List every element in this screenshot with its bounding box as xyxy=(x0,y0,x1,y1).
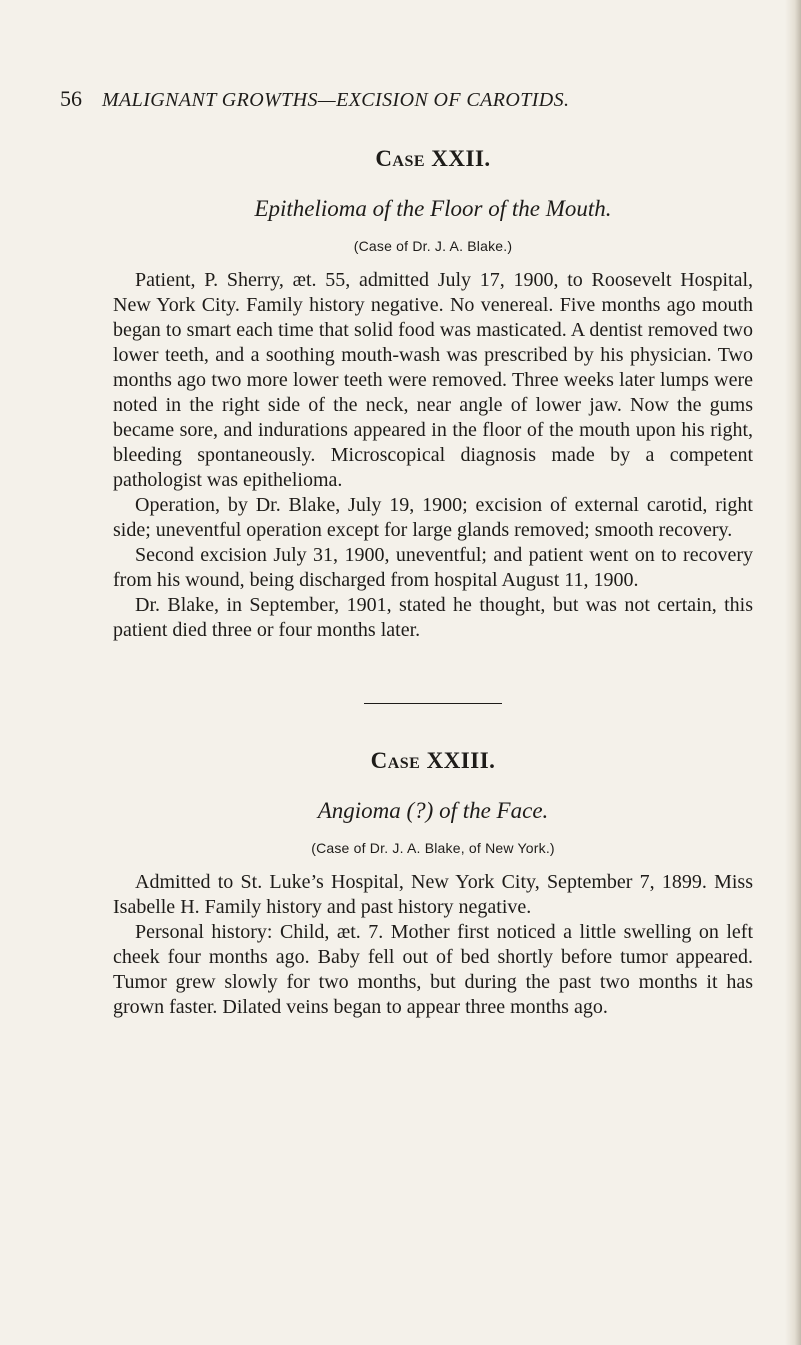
case-subject: Epithelioma of the Floor of the Mouth. xyxy=(254,196,612,221)
running-header xyxy=(60,86,760,112)
case-body xyxy=(113,870,753,1020)
case-body xyxy=(113,268,753,643)
section-divider xyxy=(364,703,502,704)
case-xxii xyxy=(113,146,753,643)
case-heading: Case XXII. xyxy=(375,146,491,171)
case-heading: Case XXIII. xyxy=(370,748,496,773)
case-subject: Angioma (?) of the Face. xyxy=(317,798,549,823)
case-paragraph: Operation, by Dr. Blake, July 19, 1900; excision of external carotid, right side; uneventful operation except for large glands removed; smooth recovery. xyxy=(113,494,753,541)
case-paragraph: Dr. Blake, in September, 1901, stated he thought, but was not certain, this patient died three or four months later. xyxy=(113,594,753,641)
case-paragraph: Patient, P. Sherry, æt. 55, admitted July 17, 1900, to Roosevelt Hospital, New York City. Family history negative. No venereal. Five months ago mouth began to smart each time that solid food was masticated. A dentist removed two lower teeth, and a soothing mouth-wash was prescribed by his physician. Two months ago two more lower teeth were removed. Three weeks later lumps were noted in the right side of the neck, near angle of lower jaw. Now the gums became sore, and indurations appeared in the floor of the mouth upon his right, bleeding spontaneously. Microscopical diagnosis made by a competent pathologist was epithelioma. xyxy=(113,269,753,491)
case-paragraph: Second excision July 31, 1900, uneventful; and patient went on to recovery from his wound, being discharged from hospital August 11, 1900. xyxy=(113,544,753,591)
text-column xyxy=(113,146,753,1020)
running-title: MALIGNANT GROWTHS—EXCISION OF CAROTIDS. xyxy=(102,89,570,111)
case-paragraph: Admitted to St. Luke’s Hospital, New York City, September 7, 1899. Miss Isabelle H. Family history and past history negative. xyxy=(113,871,753,918)
case-attribution: (Case of Dr. J. A. Blake.) xyxy=(353,238,513,254)
page-edge-shadow xyxy=(785,0,801,1345)
case-xxiii xyxy=(113,748,753,1020)
case-paragraph: Personal history: Child, æt. 7. Mother first noticed a little swelling on left cheek four months ago. Baby fell out of bed shortly before tumor appeared. Tumor grew slowly for two months, but during the past two months it has grown faster. Dilated veins began to appear three months ago. xyxy=(113,921,753,1018)
case-attribution: (Case of Dr. J. A. Blake, of New York.) xyxy=(311,840,555,856)
page-number: 56 xyxy=(60,86,82,111)
